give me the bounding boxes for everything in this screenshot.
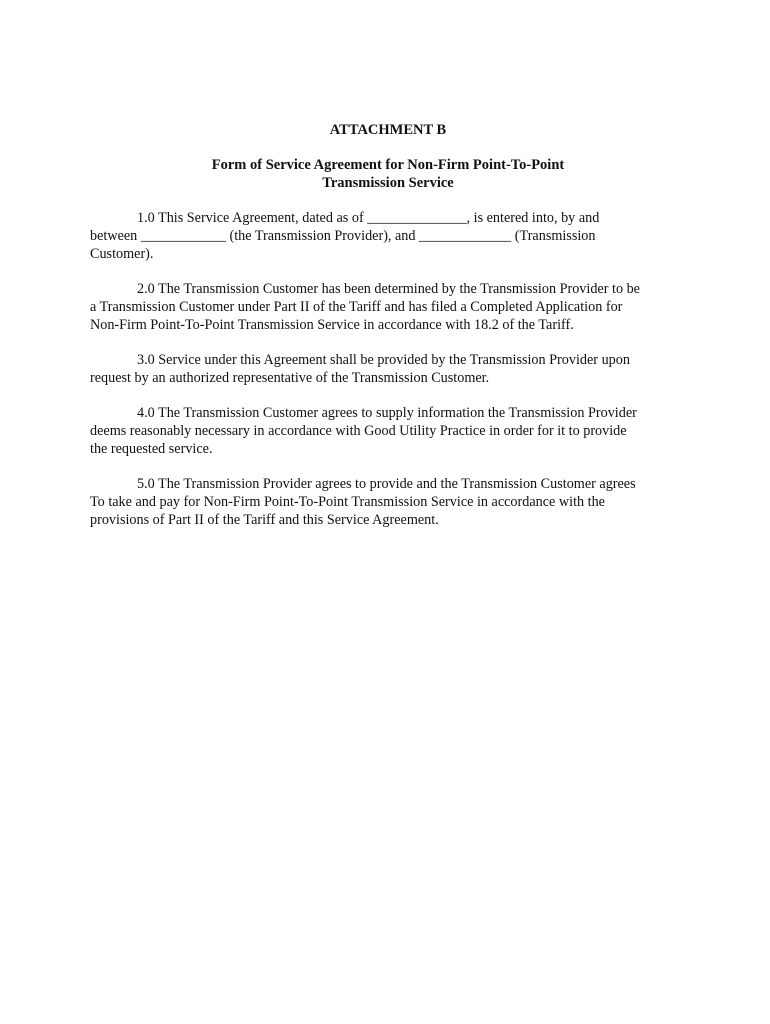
document-body bbox=[90, 121, 686, 546]
paragraph-line: To take and pay for Non-Firm Point-To-Point Transmission Service in accordance with the bbox=[90, 494, 605, 510]
paragraph-line: 5.0 The Transmission Provider agrees to provide and the Transmission Customer agrees bbox=[137, 476, 636, 492]
paragraph-line: Customer). bbox=[90, 246, 154, 262]
section-4-paragraph bbox=[90, 404, 686, 458]
form-title-line: Form of Service Agreement for Non-Firm Point-To-Point bbox=[211, 157, 565, 173]
paragraph-line: a Transmission Customer under Part II of the Tariff and has filed a Completed Application for bbox=[90, 299, 623, 315]
paragraph-line: Non-Firm Point-To-Point Transmission Service in accordance with 18.2 of the Tariff. bbox=[90, 317, 574, 333]
paragraph-line: 1.0 This Service Agreement, dated as of ______________, is entered into, by and bbox=[137, 210, 600, 226]
paragraph-line: 3.0 Service under this Agreement shall be provided by the Transmission Provider upon bbox=[137, 352, 630, 368]
paragraph-line: between ____________ (the Transmission Provider), and _____________ (Transmission bbox=[90, 228, 596, 244]
paragraph-line: request by an authorized representative of the Transmission Customer. bbox=[90, 370, 490, 386]
section-3-paragraph bbox=[90, 351, 686, 387]
section-1-paragraph bbox=[90, 209, 686, 263]
section-5-paragraph bbox=[90, 475, 686, 529]
paragraph-line: deems reasonably necessary in accordance with Good Utility Practice in order for it to provide bbox=[90, 423, 627, 439]
paragraph-line: the requested service. bbox=[90, 441, 213, 457]
paragraph-line: 2.0 The Transmission Customer has been determined by the Transmission Provider to be bbox=[137, 281, 640, 297]
form-title bbox=[90, 156, 686, 192]
form-title-line: Transmission Service bbox=[322, 175, 454, 191]
attachment-heading: ATTACHMENT B bbox=[329, 122, 447, 138]
section-2-paragraph bbox=[90, 280, 686, 334]
paragraph-line: provisions of Part II of the Tariff and this Service Agreement. bbox=[90, 512, 439, 528]
paragraph-line: 4.0 The Transmission Customer agrees to supply information the Transmission Provider bbox=[137, 405, 637, 421]
